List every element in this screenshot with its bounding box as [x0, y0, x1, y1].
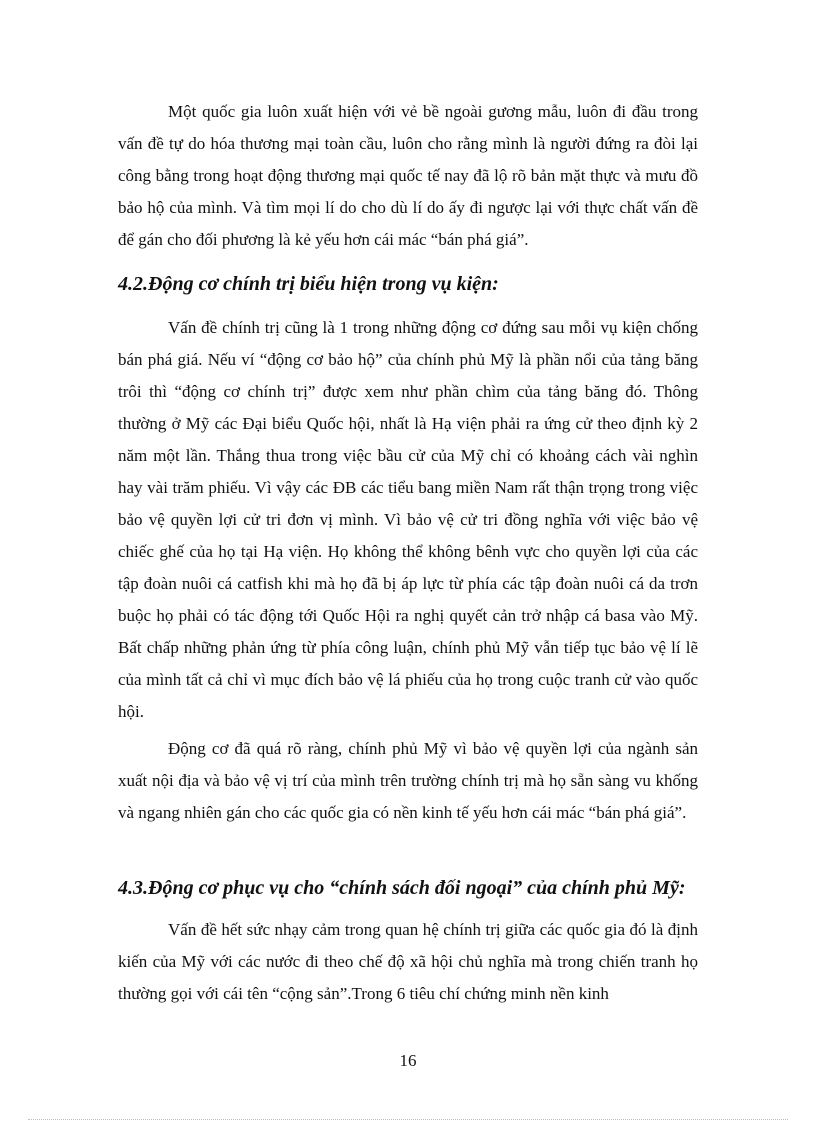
body-paragraph: Động cơ đã quá rõ ràng, chính phủ Mỹ vì bảo vệ quyền lợi của ngành sản xuất nội địa và bảo vệ vị trí của mình trên trường chính trị mà họ sẵn sàng vu khống và ngang nhiên gán cho các quốc gia có nền kinh tế yếu hơn cái mác “bán phá giá”.: [118, 739, 698, 822]
section-heading: 4.2.Động cơ chính trị biểu hiện trong vụ kiện:: [118, 273, 499, 295]
page-bottom-divider: [28, 1119, 788, 1120]
page-number: 16: [399, 1051, 417, 1070]
body-paragraph: Vấn đề chính trị cũng là 1 trong những động cơ đứng sau mỗi vụ kiện chống bán phá giá. Nếu ví “động cơ bảo hộ” của chính phủ Mỹ là phần nổi của tảng băng trôi thì “động cơ chính trị” được xem như phần chìm của tảng băng đó. Thông thường ở Mỹ các Đại biểu Quốc hội, nhất là Hạ viện phải ra ứng cử theo định kỳ 2 năm một lần. Thắng thua trong việc bầu cử của Mỹ chỉ có khoảng cách vài nghìn hay vài trăm phiếu. Vì vậy các ĐB các tiểu bang miền Nam rất thận trọng trong việc bảo vệ quyền lợi cử tri đơn vị mình. Vì bảo vệ cử tri đồng nghĩa với việc bảo vệ chiếc ghế của họ tại Hạ viện. Họ không thể không bênh vực cho quyền lợi của các tập đoàn nuôi cá catfish khi mà họ đã bị áp lực từ phía các tập đoàn nuôi cá da trơn buộc họ phải có tác động tới Quốc Hội ra nghị quyết cản trở nhập cá basa vào Mỹ. Bất chấp những phản ứng từ phía công luận, chính phủ Mỹ vẫn tiếp tục bảo vệ lí lẽ của mình tất cả chỉ vì mục đích bảo vệ lá phiếu của họ trong cuộc tranh cử vào quốc hội.: [118, 318, 698, 721]
section-heading: 4.3.Động cơ phục vụ cho “chính sách đối ngoại” của chính phủ Mỹ:: [118, 877, 686, 899]
body-paragraph: Vấn đề hết sức nhạy cảm trong quan hệ chính trị giữa các quốc gia đó là định kiến của Mỹ với các nước đi theo chế độ xã hội chủ nghĩa mà trong chiến tranh họ thường gọi với cái tên “cộng sản”.Trong 6 tiêu chí chứng minh nền kinh: [118, 920, 698, 1003]
body-paragraph: Một quốc gia luôn xuất hiện với vẻ bề ngoài gương mẫu, luôn đi đầu trong vấn đề tự do hóa thương mại toàn cầu, luôn cho rằng mình là người đứng ra đòi lại công bằng trong hoạt động thương mại quốc tế nay đã lộ rõ bản mặt thực và mưu đồ bảo hộ của mình. Và tìm mọi lí do cho dù lí do ấy đi ngược lại với thực chất vấn đề để gán cho đối phương là kẻ yếu hơn cái mác “bán phá giá”.: [118, 102, 698, 249]
